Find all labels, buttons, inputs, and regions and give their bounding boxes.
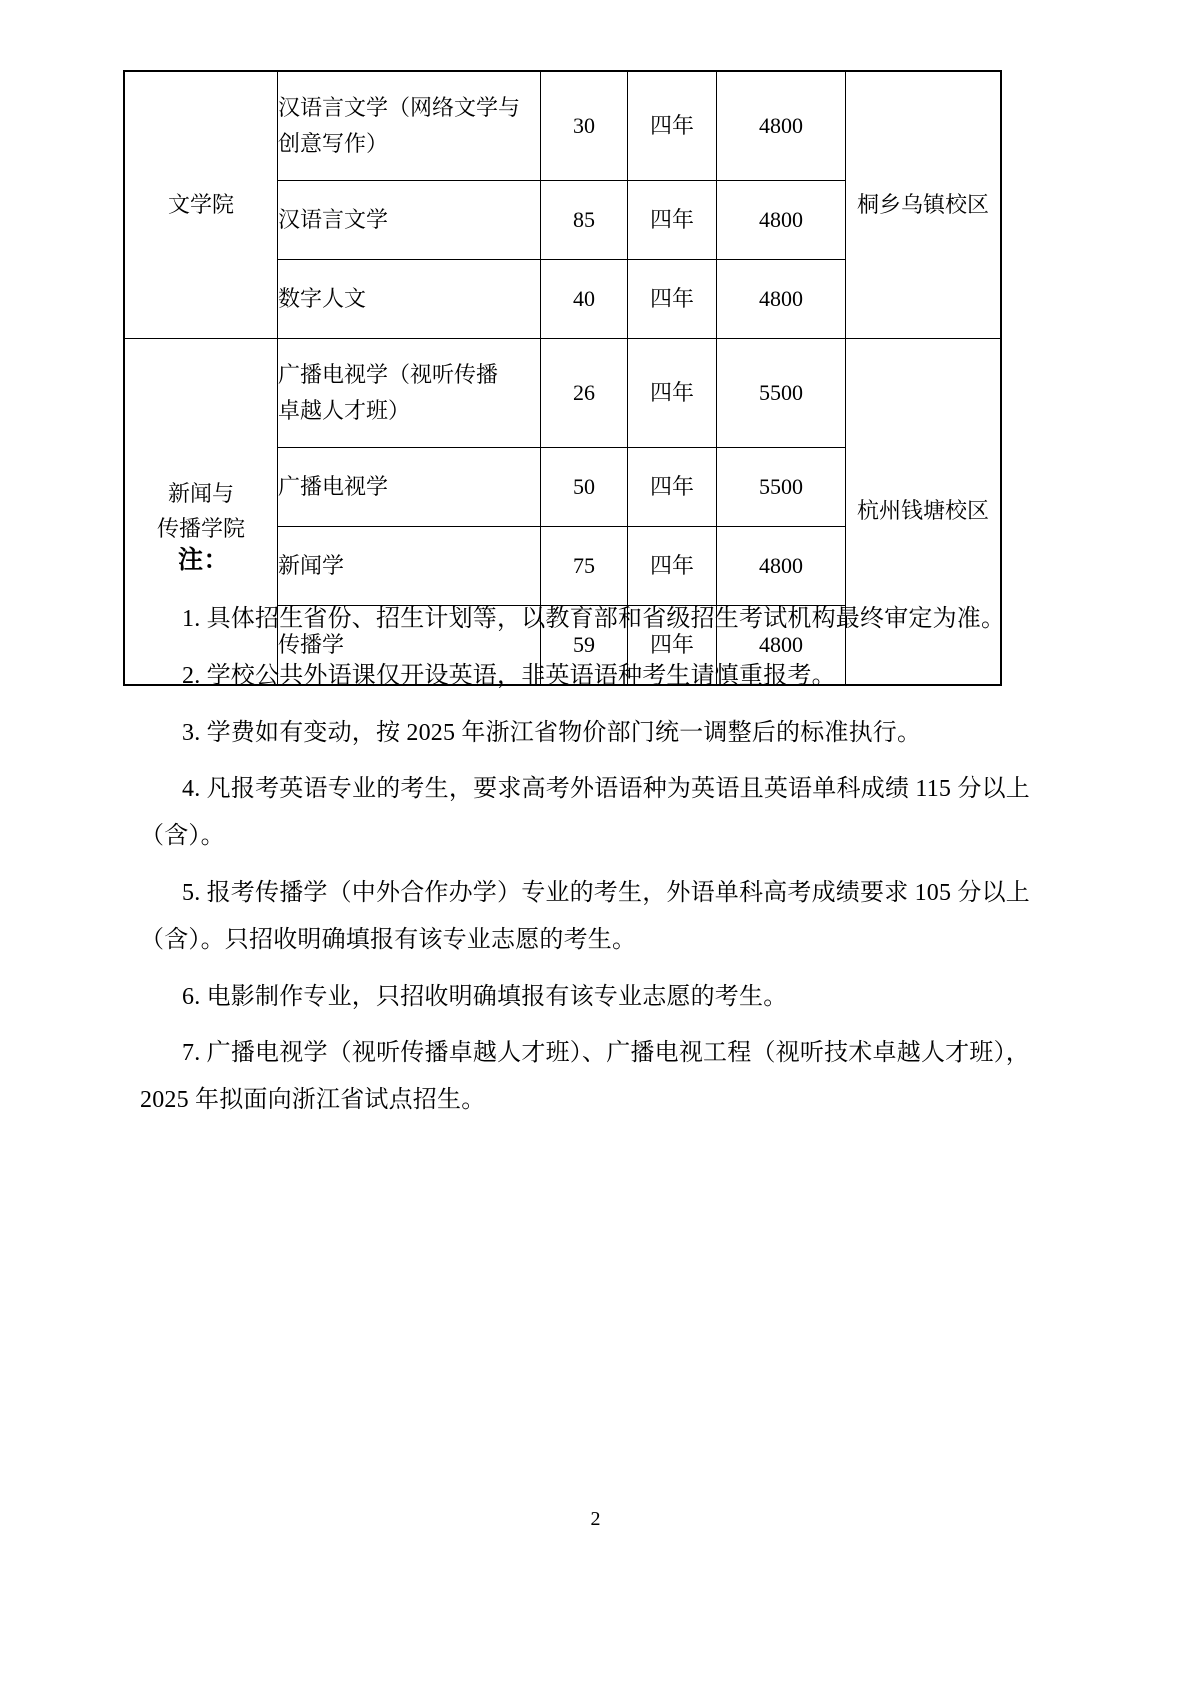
table-row — [124, 339, 1001, 448]
note-item: 6. 电影制作专业，只招收明确填报有该专业志愿的考生。 — [182, 983, 788, 1010]
fee-cell: 4800 — [717, 260, 846, 339]
plan-cell: 85 — [541, 181, 628, 260]
notes-title: 注： — [178, 547, 230, 574]
major-line: 汉语言文学（网络文学与 — [278, 95, 521, 121]
page-number: 2 — [590, 1508, 601, 1530]
major-line: 广播电视学（视听传播 — [278, 362, 499, 388]
major-cell — [278, 71, 541, 181]
years-cell: 四年 — [628, 260, 717, 339]
years-cell: 四年 — [628, 339, 717, 448]
fee-cell: 4800 — [717, 71, 846, 181]
note-item: 1. 具体招生省份、招生计划等，以教育部和省级招生考试机构最终审定为准。 — [182, 606, 1006, 632]
years-cell: 四年 — [628, 181, 717, 260]
fee-cell: 4800 — [717, 527, 846, 606]
major-cell: 广播电视学 — [278, 448, 541, 527]
years-cell: 四年 — [628, 606, 717, 686]
campus-cell-1: 杭州钱塘校区 — [846, 339, 1002, 686]
notes-section — [140, 540, 1030, 1134]
plan-cell: 59 — [541, 606, 628, 686]
major-line: 卓越人才班） — [278, 398, 411, 423]
years-cell: 四年 — [628, 527, 717, 606]
plan-cell: 26 — [541, 339, 628, 448]
major-cell: 新闻学 — [278, 527, 541, 606]
note-item: 4. 凡报考英语专业的考生，要求高考外语语种为英语且英语单科成绩 115 分以上（含）。 — [140, 776, 1030, 850]
major-cell: 数字人文 — [278, 260, 541, 339]
plan-cell: 50 — [541, 448, 628, 527]
note-item: 7. 广播电视学（视听传播卓越人才班）、广播电视工程（视听技术卓越人才班），2025 年拟面向浙江省试点招生。 — [140, 1040, 1030, 1114]
campus-cell-0: 桐乡乌镇校区 — [846, 71, 1002, 339]
college-name-line: 新闻与 — [167, 481, 234, 507]
major-cell — [278, 339, 541, 448]
plan-cell: 75 — [541, 527, 628, 606]
college-name-line: 传播学院 — [156, 515, 245, 541]
fee-cell: 5500 — [717, 339, 846, 448]
years-cell: 四年 — [628, 71, 717, 181]
fee-cell: 5500 — [717, 448, 846, 527]
table-row — [124, 71, 1001, 181]
college-cell-0 — [124, 71, 278, 339]
note-item: 3. 学费如有变动，按 2025 年浙江省物价部门统一调整后的标准执行。 — [182, 719, 922, 746]
fee-cell: 4800 — [717, 181, 846, 260]
note-item: 5. 报考传播学（中外合作办学）专业的考生，外语单科高考成绩要求 105 分以上（含）。只招收明确填报有该专业志愿的考生。 — [140, 879, 1030, 953]
fee-cell: 4800 — [717, 606, 846, 686]
plan-cell: 30 — [541, 71, 628, 181]
plan-cell: 40 — [541, 260, 628, 339]
major-line: 创意写作） — [278, 131, 389, 156]
college-name-line: 文学院 — [167, 191, 234, 217]
note-item: 2. 学校公共外语课仅开设英语，非英语语种考生请慎重报考。 — [182, 662, 836, 689]
major-cell: 传播学 — [278, 606, 541, 686]
major-cell: 汉语言文学 — [278, 181, 541, 260]
years-cell: 四年 — [628, 448, 717, 527]
